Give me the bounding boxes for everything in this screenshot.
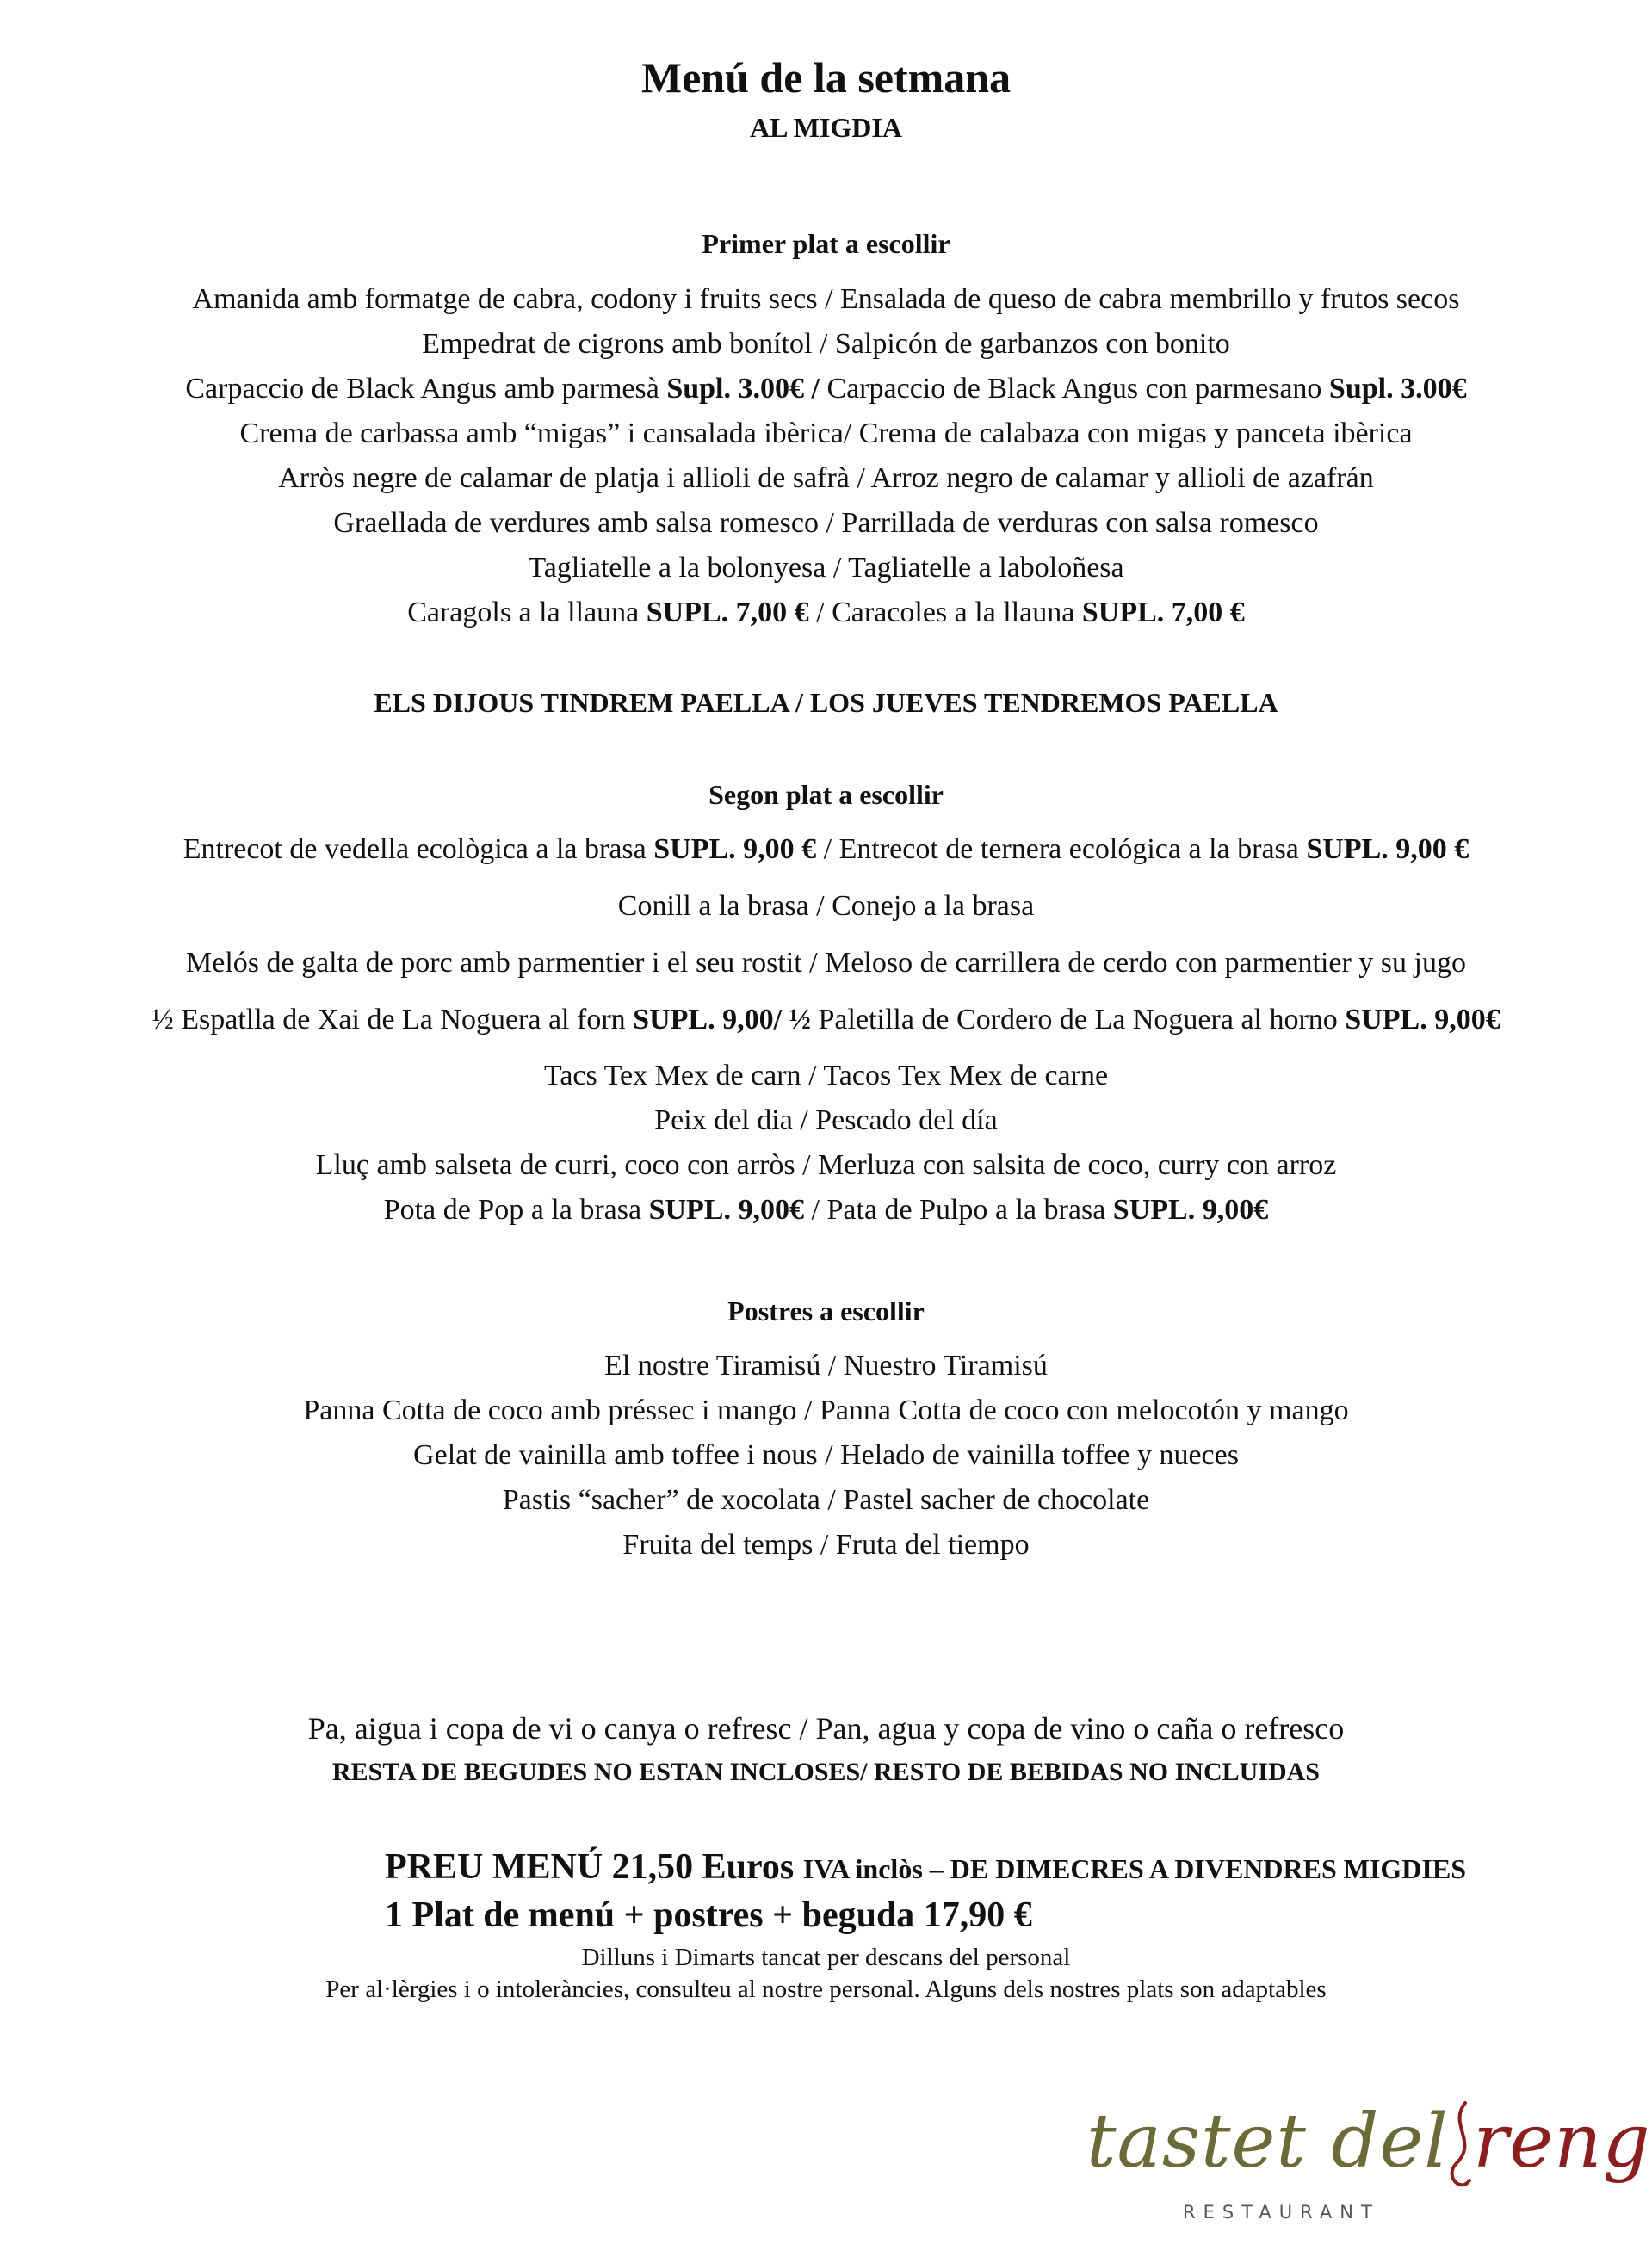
postres-item-1: Panna Cotta de coco amb préssec i mango / Panna Cotta de coco con melocotón y mango	[303, 1394, 1349, 1426]
page-subtitle: AL MIGDIA	[750, 112, 902, 143]
restaurant-logo	[1086, 2099, 1651, 2228]
segon-item-1: Conill a la brasa / Conejo a la brasa	[617, 890, 1035, 922]
postres-item-4: Fruita del temps / Fruta del tiempo	[622, 1529, 1030, 1561]
primer-item-7-b: SUPL. 7,00 €	[646, 597, 809, 628]
segon-item-7-a: Pota de Pop a la brasa	[383, 1194, 649, 1226]
logo-flourish-icon	[1431, 2099, 1482, 2202]
segon-item-7-c: / Pata de Pulpo a la brasa	[804, 1194, 1113, 1226]
segon-item-3-a: ½ Espatlla de Xai de La Noguera al forn	[152, 1004, 634, 1036]
closed-note: Dilluns i Dimarts tancat per descans del personal	[581, 1944, 1071, 1971]
primer-item-2-d: Supl. 3.00€	[1328, 373, 1467, 405]
segon-item-7	[0, 1193, 1652, 1227]
menu-price-suffix: IVA inclòs – DE DIMECRES A DIVENDRES MIGDIES	[802, 1853, 1466, 1884]
primer-item-6: Tagliatelle a la bolonyesa / Tagliatelle a laboloñesa	[528, 552, 1124, 584]
primer-item-2	[0, 372, 1652, 405]
logo-script-b: reng	[1473, 2099, 1651, 2185]
segon-item-0-a: Entrecot de vedella ecològica a la brasa	[183, 833, 654, 865]
logo-script-a: tastet del	[1086, 2099, 1474, 2185]
logo-subtitle: RESTAURANT	[1183, 2202, 1380, 2223]
menu-price-alt: 1 Plat de menú + postres + beguda 17,90 €	[385, 1895, 1032, 1935]
logo-script	[1086, 2099, 1651, 2185]
page-title: Menú de la setmana	[640, 53, 1012, 102]
segon-item-5: Peix del dia / Pescado del día	[654, 1104, 998, 1136]
postres-heading: Postres a escollir	[727, 1295, 925, 1326]
primer-item-2-b: Supl. 3.00€ /	[666, 373, 827, 405]
drinks-included: Pa, aigua i copa de vi o canya o refresc / Pan, agua y copa de vino o caña o refresco	[307, 1711, 1345, 1746]
primer-item-7-a: Caragols a la llauna	[407, 597, 647, 628]
postres-item-3: Pastis “sacher” de xocolata / Pastel sacher de chocolate	[502, 1484, 1150, 1516]
segon-item-3-c: Paletilla de Cordero de La Noguera al horno	[811, 1004, 1346, 1036]
menu-price-main: PREU MENÚ 21,50 Euros	[385, 1847, 803, 1887]
segon-item-3	[0, 1003, 1652, 1036]
primer-item-1: Empedrat de cigrons amb bonítol / Salpicón de garbanzos con bonito	[422, 328, 1230, 360]
postres-item-0: El nostre Tiramisú / Nuestro Tiramisú	[604, 1350, 1048, 1382]
menu-price	[385, 1846, 1466, 1888]
segon-item-3-b: SUPL. 9,00/ ½	[633, 1004, 812, 1036]
primer-item-7	[0, 596, 1652, 629]
segon-item-0-d: SUPL. 9,00 €	[1306, 833, 1469, 865]
segon-heading: Segon plat a escollir	[708, 779, 944, 810]
primer-item-5: Graellada de verdures amb salsa romesco / Parrillada de verduras con salsa romesco	[333, 507, 1319, 539]
primer-item-7-c: / Caracoles a la llauna	[808, 597, 1082, 628]
postres-item-2: Gelat de vainilla amb toffee i nous / Helado de vainilla toffee y nueces	[413, 1439, 1239, 1471]
primer-item-4: Arròs negre de calamar de platja i allioli de safrà / Arroz negro de calamar y allioli de azafrán	[278, 462, 1374, 494]
paella-notice: ELS DIJOUS TINDREM PAELLA / LOS JUEVES TENDREMOS PAELLA	[374, 687, 1278, 718]
segon-item-0	[0, 832, 1652, 866]
drinks-note: RESTA DE BEGUDES NO ESTAN INCLOSES/ RESTO DE BEBIDAS NO INCLUIDAS	[331, 1758, 1320, 1786]
primer-item-7-d: SUPL. 7,00 €	[1081, 597, 1245, 628]
primer-item-3: Crema de carbassa amb “migas” i cansalada ibèrica/ Crema de calabaza con migas y panceta ibèrica	[239, 417, 1413, 449]
allergy-note: Per al·lèrgies i o intoleràncies, consulteu al nostre personal. Alguns dels nostres plats son adaptables	[325, 1976, 1327, 2003]
primer-heading: Primer plat a escollir	[702, 228, 950, 259]
primer-item-0: Amanida amb formatge de cabra, codony i fruits secs / Ensalada de queso de cabra membrillo y frutos secos	[192, 283, 1460, 315]
segon-item-7-d: SUPL. 9,00€	[1112, 1194, 1269, 1226]
segon-item-7-b: SUPL. 9,00€	[648, 1194, 804, 1226]
primer-item-2-c: Carpaccio de Black Angus con parmesano	[826, 373, 1329, 405]
primer-item-2-a: Carpaccio de Black Angus amb parmesà	[185, 373, 667, 405]
segon-item-0-b: SUPL. 9,00 €	[653, 833, 817, 865]
segon-item-2: Melós de galta de porc amb parmentier i el seu rostit / Meloso de carrillera de cerdo con parmentier y su jugo	[186, 947, 1466, 979]
segon-item-4: Tacs Tex Mex de carn / Tacos Tex Mex de carne	[543, 1060, 1109, 1091]
segon-item-0-c: / Entrecot de ternera ecológica a la brasa	[816, 833, 1307, 865]
segon-item-3-d: SUPL. 9,00€	[1345, 1004, 1500, 1036]
segon-item-6: Lluç amb salseta de curri, coco con arròs / Merluza con salsita de coco, curry con arroz	[315, 1149, 1337, 1181]
